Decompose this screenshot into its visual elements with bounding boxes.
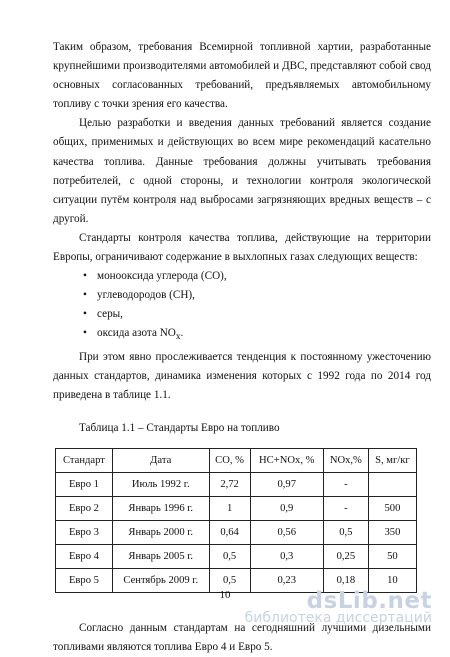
table-cell: 0,23 xyxy=(250,569,323,593)
euro-standards-table xyxy=(55,448,417,593)
table-cell: Сентябрь 2009 г. xyxy=(112,569,209,593)
column-header: HC+NOx, % xyxy=(250,449,323,473)
page-number: 10 xyxy=(219,589,231,601)
watermark xyxy=(245,588,432,626)
table-cell: Евро 2 xyxy=(56,497,113,521)
list-item xyxy=(83,267,431,286)
table-cell: Январь 1996 г. xyxy=(112,497,209,521)
table-cell: 1 xyxy=(209,497,250,521)
table-cell: 0,25 xyxy=(323,545,368,569)
list-item-text: серы, xyxy=(97,308,123,321)
table-cell: 0,5 xyxy=(323,521,368,545)
table-cell: 0,18 xyxy=(323,569,368,593)
column-header: S, мг/кг xyxy=(368,449,416,473)
table-caption: Таблица 1.1 – Стандарты Евро на топливо xyxy=(79,422,280,435)
column-header: Стандарт xyxy=(56,449,113,473)
paragraph-2: Целью разработки и введения данных требований является создание общих, применимых и действующих во всем мире рекомендаций касательно качества топлива. Данные требования должны учитывать требования потребителей, с одной стороны, и технологии контроля экологической ситуации путём контроля над выбросами загрязняющих вредных веществ – с другой. xyxy=(53,117,431,225)
table-row xyxy=(56,473,417,497)
list-item xyxy=(83,305,431,324)
table-cell: 0,5 xyxy=(209,569,250,593)
list-item-text: углеводородов (СН), xyxy=(97,289,195,302)
list-item-tail: . xyxy=(180,327,184,340)
table-cell: 350 xyxy=(368,521,416,545)
table-row xyxy=(56,521,417,545)
table-header-row xyxy=(56,449,417,473)
table-row xyxy=(56,545,417,569)
document-page xyxy=(53,38,431,657)
table-cell: 0,3 xyxy=(250,545,323,569)
table-row xyxy=(56,497,417,521)
table-cell: Евро 3 xyxy=(56,521,113,545)
table-cell: 0,97 xyxy=(250,473,323,497)
substances-list xyxy=(53,267,431,348)
paragraph-4: При этом явно прослеживается тенденция к постоянному ужесточению данных стандартов, динамика изменения которых с 1992 года по 2014 год приведена в таблице 1.1. xyxy=(53,350,431,401)
paragraph-3: Стандарты контроля качества топлива, действующие на территории Европы, ограничивают содержание в выхлопных газах следующих веществ: xyxy=(53,231,431,264)
table-cell: 0,9 xyxy=(250,497,323,521)
column-header: Дата xyxy=(112,449,209,473)
table-cell xyxy=(368,473,416,497)
table-cell: 2,72 xyxy=(209,473,250,497)
table-cell: - xyxy=(323,497,368,521)
table-cell: Июль 1992 г. xyxy=(112,473,209,497)
table-cell: Евро 4 xyxy=(56,545,113,569)
paragraph-1: Таким образом, требования Всемирной топливной хартии, разработанные крупнейшими производителями автомобилей и ДВС, представляют собой свод основных согласованных требований, предъявляемых автомобильному топливу с точки зрения его качества. xyxy=(53,41,431,111)
column-header: NOx,% xyxy=(323,449,368,473)
column-header: CO, % xyxy=(209,449,250,473)
table-cell: Январь 2005 г. xyxy=(112,545,209,569)
watermark-logo: dsLib.net xyxy=(306,588,432,614)
table-cell: Евро 5 xyxy=(56,569,113,593)
list-item-text: оксида азота NO xyxy=(97,327,176,340)
watermark-subtitle: библиотека диссертаций xyxy=(244,610,432,626)
table-cell: Январь 2000 г. xyxy=(112,521,209,545)
table-cell: 500 xyxy=(368,497,416,521)
table-cell: - xyxy=(323,473,368,497)
table-cell: 50 xyxy=(368,545,416,569)
table-cell: 10 xyxy=(368,569,416,593)
table-cell: 0,64 xyxy=(209,521,250,545)
subscript: x xyxy=(175,332,181,343)
table-cell: Евро 1 xyxy=(56,473,113,497)
paragraph-5: Согласно данным стандартам на сегодняшний лучшими дизельными топливами являются топлива Евро 4 и Евро 5. xyxy=(53,622,431,654)
table-cell: 0,56 xyxy=(250,521,323,545)
list-item-text: монооксида углерода (СО), xyxy=(97,270,227,283)
table-cell: 0,5 xyxy=(209,545,250,569)
list-item xyxy=(83,286,431,305)
list-item xyxy=(83,324,431,347)
